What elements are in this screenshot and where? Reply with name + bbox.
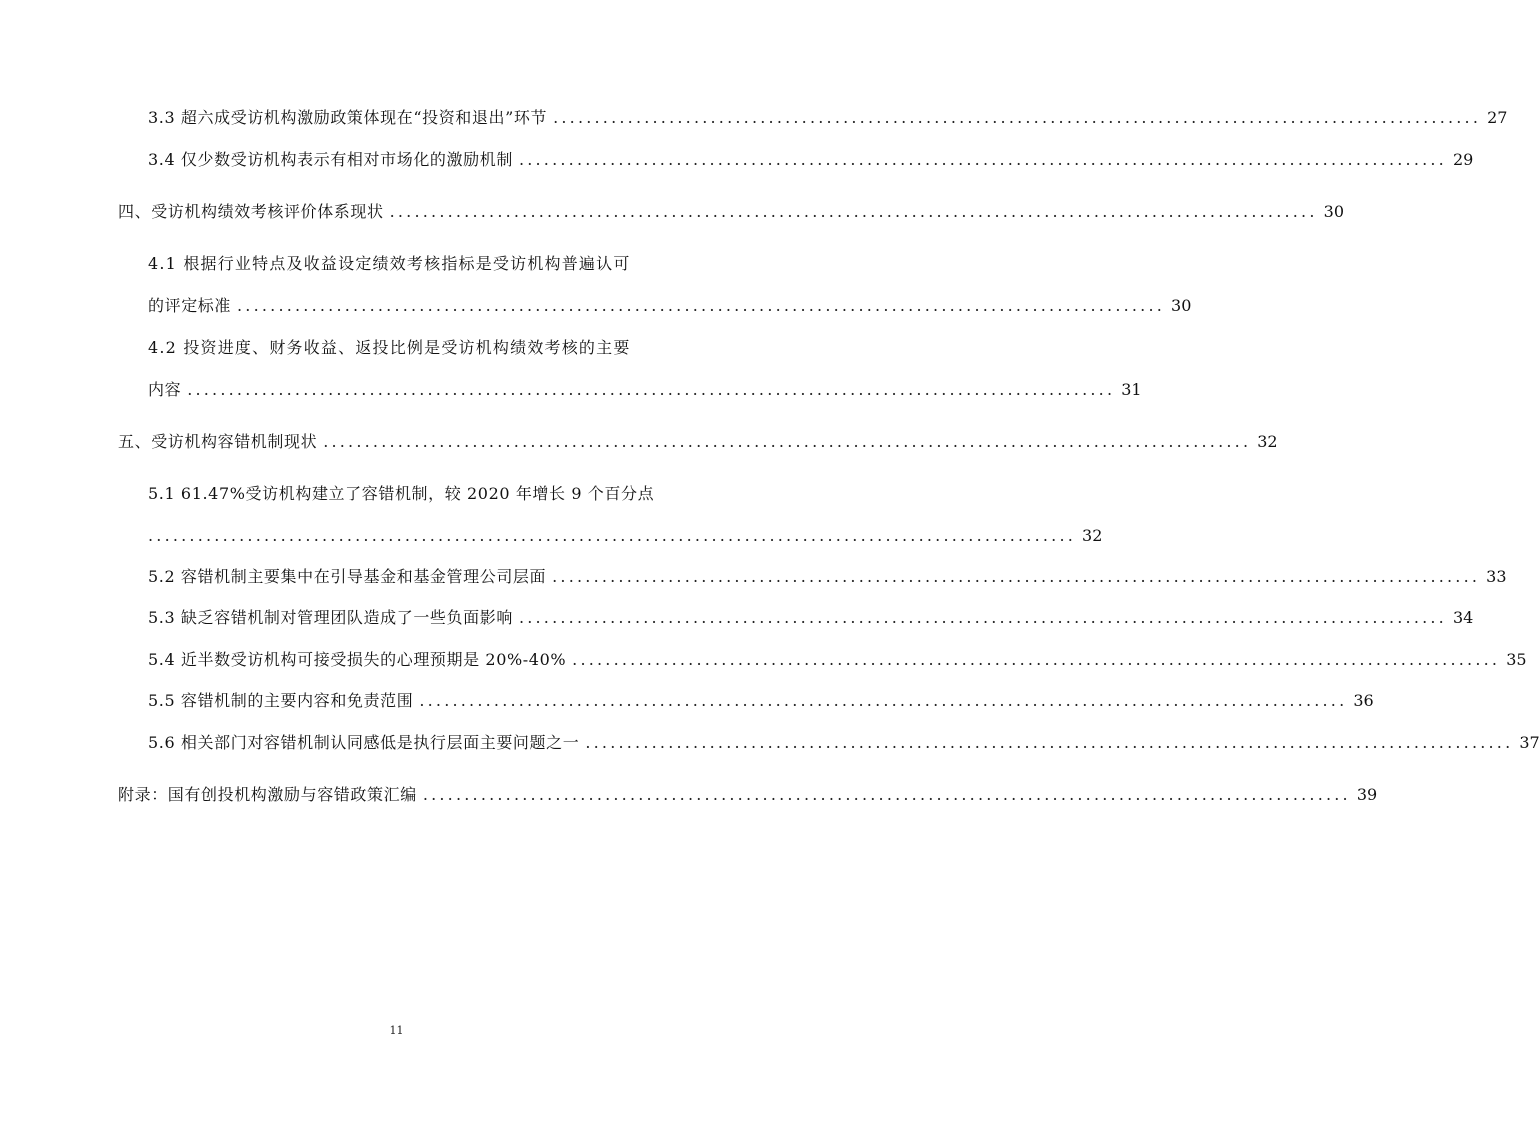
toc-entry-5-3[interactable] bbox=[148, 606, 1474, 630]
toc-page-number: 33 bbox=[1486, 567, 1507, 586]
toc-page-number: 32 bbox=[1257, 432, 1278, 451]
toc-entry-text: 5.6 相关部门对容错机制认同感低是执行层面主要问题之一 bbox=[148, 733, 580, 752]
toc-page-number: 34 bbox=[1452, 608, 1474, 627]
toc-entry-text: 5.1 61.47%受访机构建立了容错机制，较 2020 年增长 9 个百分点 bbox=[148, 484, 655, 503]
toc-leader-dots: ................................................................................................................ bbox=[419, 691, 1348, 710]
toc-entry-text: 4.2 投资进度、财务收益、返投比例是受访机构绩效考核的主要 bbox=[148, 338, 631, 357]
toc-entry-text: 内容 bbox=[148, 380, 182, 399]
toc-entry-5-4[interactable] bbox=[148, 648, 1527, 672]
toc-entry-5-5[interactable] bbox=[148, 689, 1374, 713]
toc-entry-text: 5.3 缺乏容错机制对管理团队造成了一些负面影响 bbox=[148, 608, 513, 627]
toc-entry-5-6[interactable] bbox=[148, 731, 1540, 755]
toc-leader-dots: ................................................................................................................ bbox=[187, 380, 1116, 399]
toc-entry-4-1-line2[interactable] bbox=[148, 294, 1192, 318]
toc-section-5[interactable] bbox=[118, 430, 1278, 454]
toc-entry-text: 3.4 仅少数受访机构表示有相对市场化的激励机制 bbox=[148, 150, 513, 169]
toc-leader-dots: ................................................................................................................ bbox=[422, 785, 1351, 804]
toc-entry-text: 五、受访机构容错机制现状 bbox=[118, 432, 318, 451]
toc-page-number: 27 bbox=[1487, 108, 1508, 127]
toc-entry-text: 的评定标准 bbox=[148, 296, 232, 315]
toc-page-number: 29 bbox=[1452, 150, 1474, 169]
toc-entry-text: 4.1 根据行业特点及收益设定绩效考核指标是受访机构普遍认可 bbox=[148, 254, 631, 273]
toc-entry-text: 5.4 近半数受访机构可接受损失的心理预期是 20%-40% bbox=[148, 650, 567, 669]
toc-entry-text: 3.3 超六成受访机构激励政策体现在“投资和退出”环节 bbox=[148, 108, 548, 127]
toc-section-4[interactable] bbox=[118, 200, 1344, 224]
toc-leader-dots: ................................................................................................................ bbox=[389, 202, 1318, 221]
toc-entry-5-1-line1[interactable] bbox=[148, 482, 675, 506]
toc-entry-4-2-line1[interactable] bbox=[148, 336, 675, 360]
toc-leader-dots: ................................................................................................................ bbox=[237, 296, 1166, 315]
toc-leader-dots: ................................................................................................................ bbox=[148, 526, 1077, 545]
toc-leader-dots: ................................................................................................................ bbox=[585, 733, 1514, 752]
toc-leader-dots: ................................................................................................................ bbox=[552, 567, 1481, 586]
toc-leader-dots: ................................................................................................................ bbox=[323, 432, 1252, 451]
toc-entry-text: 四、受访机构绩效考核评价体系现状 bbox=[118, 202, 384, 221]
toc-page-number: 32 bbox=[1082, 526, 1103, 545]
toc-entry-text: 附录：国有创投机构激励与容错政策汇编 bbox=[118, 785, 417, 804]
toc-entry-4-1-line1[interactable] bbox=[148, 252, 675, 276]
toc-entry-5-2[interactable] bbox=[148, 565, 1507, 589]
toc-page-number: 39 bbox=[1356, 785, 1378, 804]
toc-page-number: 35 bbox=[1506, 650, 1527, 669]
footer-page-number: 11 bbox=[389, 1024, 404, 1037]
toc-entry-text: 5.2 容错机制主要集中在引导基金和基金管理公司层面 bbox=[148, 567, 547, 586]
toc-entry-4-2-line2[interactable] bbox=[148, 378, 1142, 402]
toc-entry-3-4[interactable] bbox=[148, 148, 1474, 172]
toc-appendix[interactable] bbox=[118, 783, 1378, 807]
toc-entry-3-3[interactable] bbox=[148, 106, 1508, 130]
toc-page-number: 30 bbox=[1171, 296, 1192, 315]
toc-leader-dots: ................................................................................................................ bbox=[518, 608, 1447, 627]
toc-entry-5-1-line2[interactable] bbox=[148, 524, 1103, 548]
toc-leader-dots: ................................................................................................................ bbox=[553, 108, 1482, 127]
toc-page-number: 37 bbox=[1519, 733, 1540, 752]
toc-leader-dots: ................................................................................................................ bbox=[572, 650, 1501, 669]
toc-entry-text: 5.5 容错机制的主要内容和免责范围 bbox=[148, 691, 414, 710]
toc-page-number: 36 bbox=[1353, 691, 1374, 710]
toc-page-number: 31 bbox=[1121, 380, 1142, 399]
toc-leader-dots: ................................................................................................................ bbox=[518, 150, 1447, 169]
toc-page-number: 30 bbox=[1323, 202, 1344, 221]
